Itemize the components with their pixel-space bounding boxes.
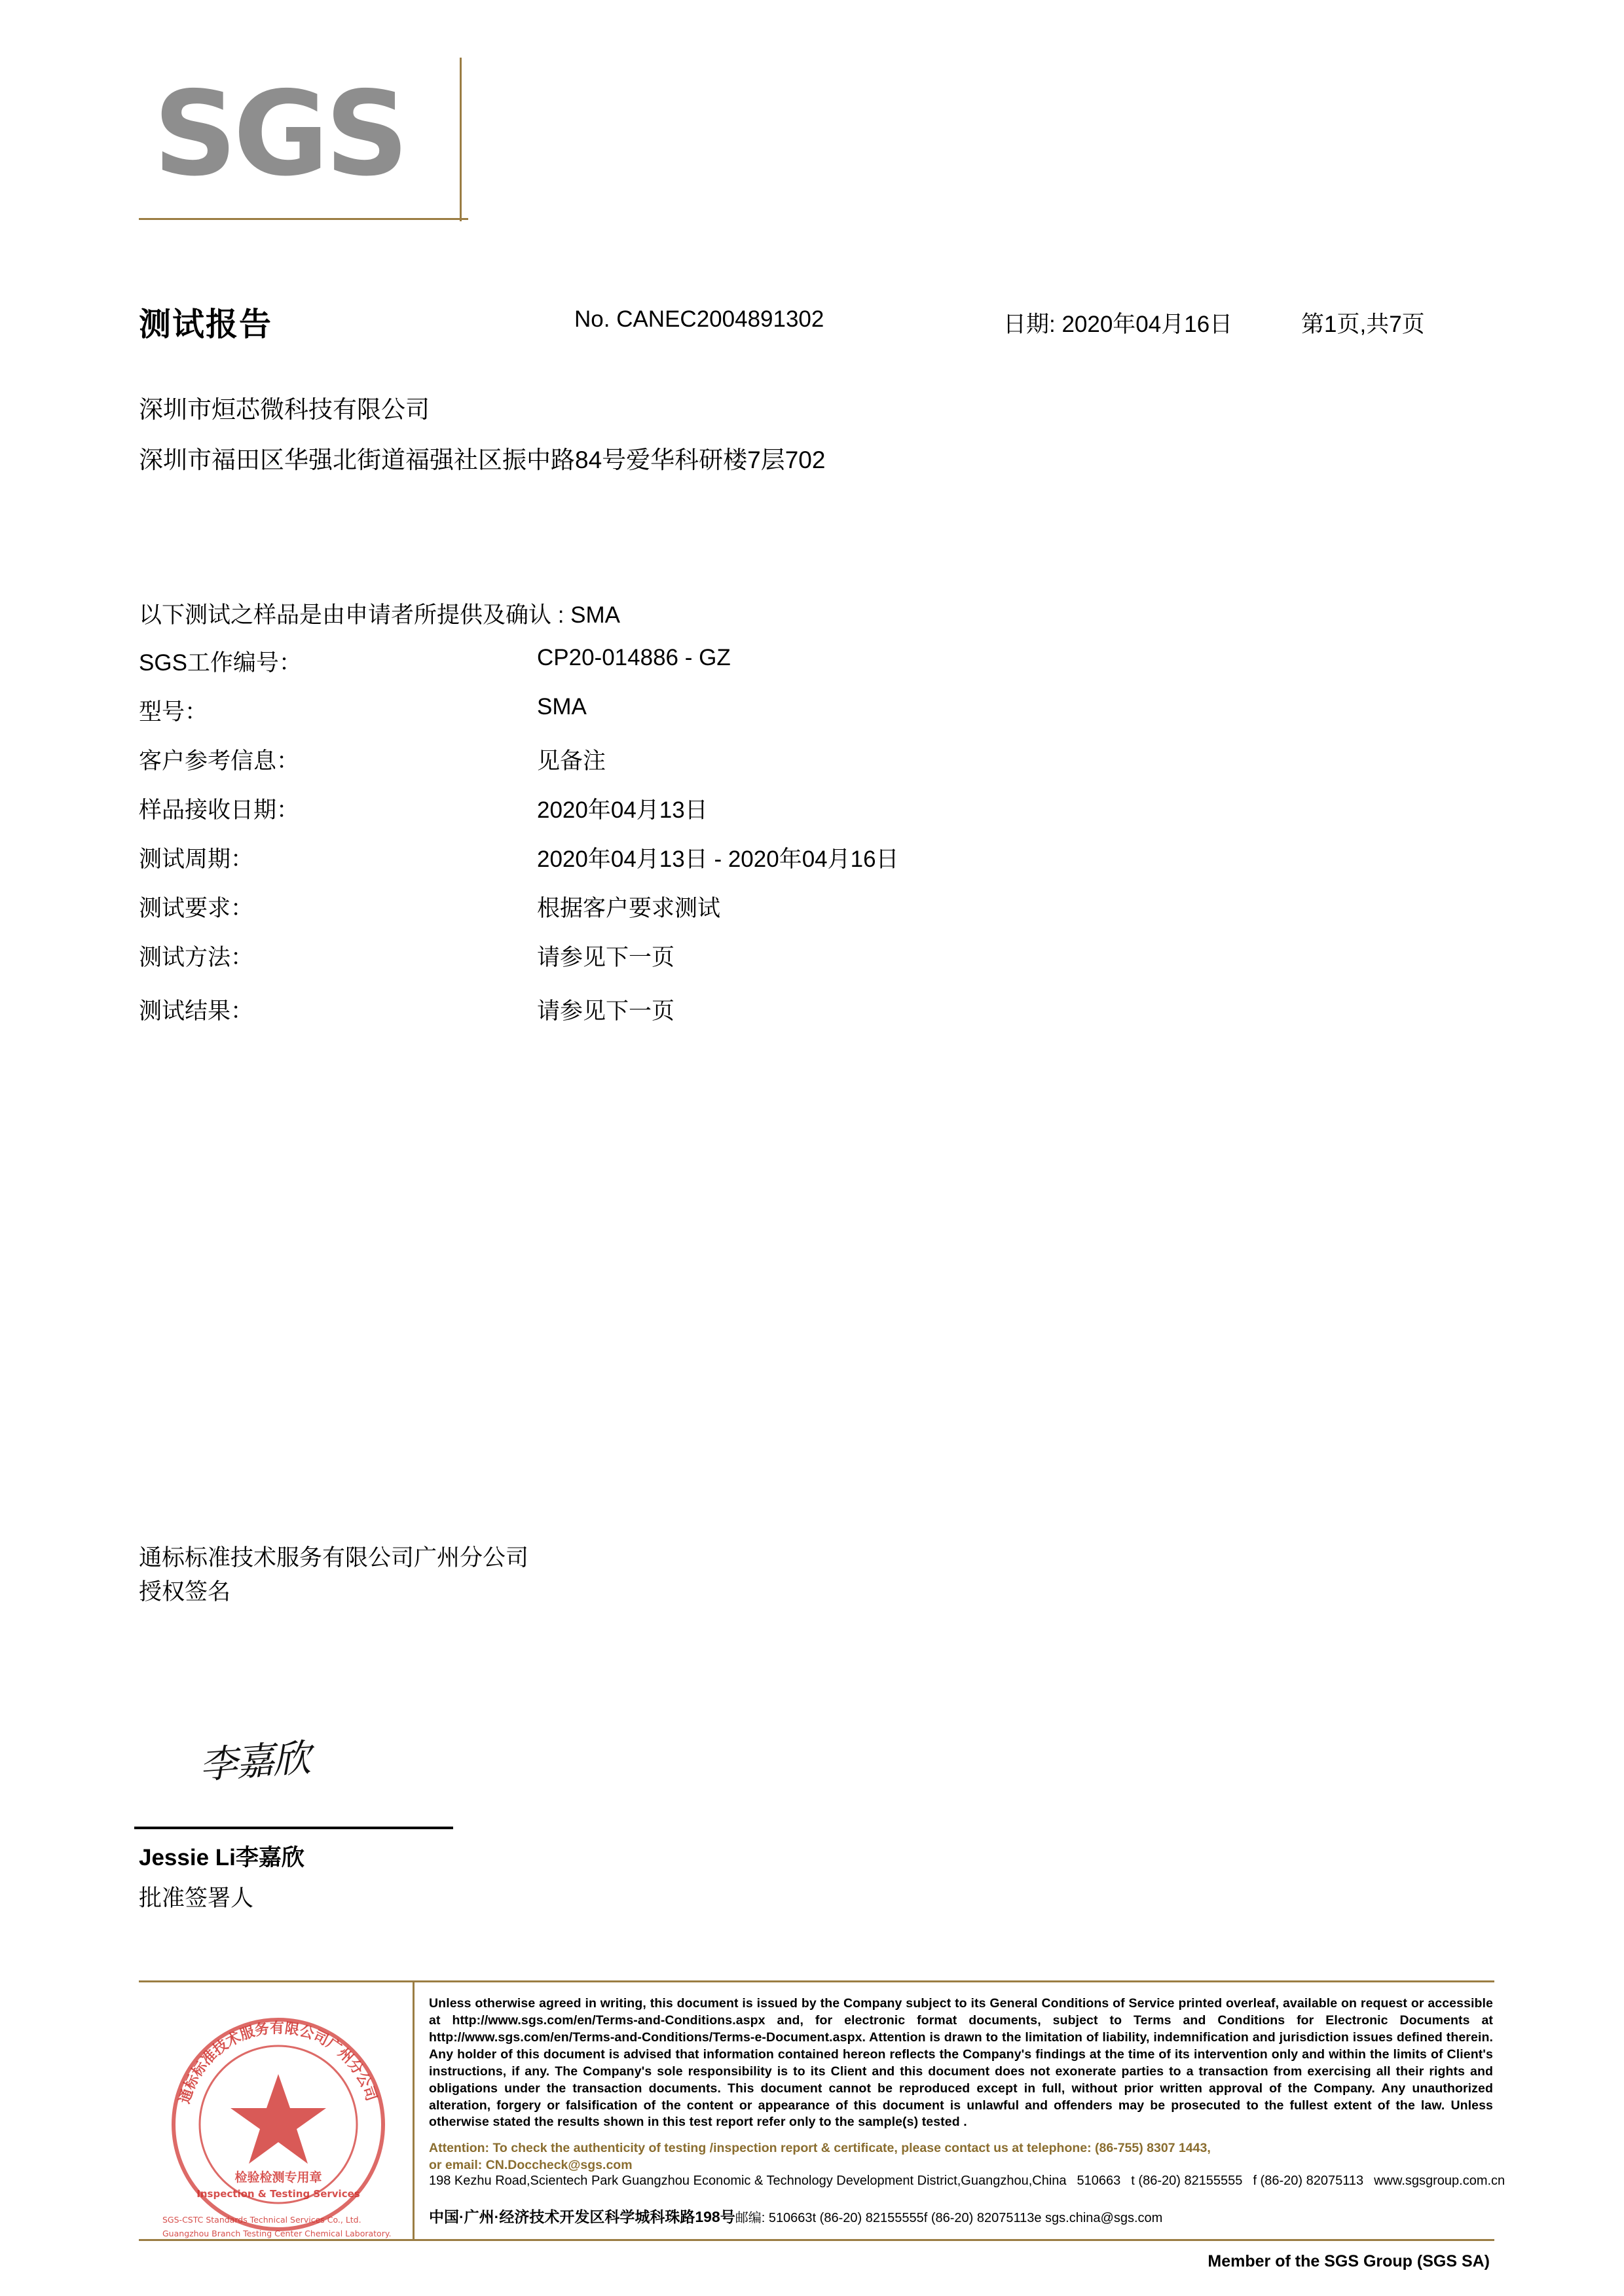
row-value: 根据客户要求测试 — [537, 896, 721, 921]
row-label: 测试结果： — [139, 998, 254, 1024]
footer-attention — [429, 2140, 1493, 2174]
footer-attention-line2: or email: CN.Doccheck@sgs.com — [429, 2158, 633, 2173]
client-name: 深圳市烜芯微科技有限公司 — [139, 396, 430, 423]
footer-vertical-rule — [413, 1980, 415, 2239]
footer-address-cn: 中国·广州·经济技术开发区科学城科珠路198号 — [429, 2208, 735, 2225]
sample-info-table — [139, 645, 1449, 1042]
footer-tel-cn: t (86-20) 82155555 — [812, 2211, 924, 2225]
sample-statement: 以下测试之样品是由申请者所提供及确认 : SMA — [139, 602, 621, 628]
signatory-name: Jessie Li李嘉欣 — [139, 1845, 304, 1870]
svg-text:Inspection & Testing Services: Inspection & Testing Services — [196, 2188, 360, 2200]
table-row — [139, 890, 1449, 939]
row-value: 2020年04月13日 — [537, 797, 708, 823]
authorized-signature-label: 授权签名 — [139, 1579, 231, 1605]
title-row — [139, 304, 1494, 344]
row-label: 测试周期： — [139, 847, 254, 872]
page-number: 第1页,共7页 — [1301, 312, 1425, 337]
row-label: 测试要求： — [139, 896, 254, 921]
logo-vertical-rule — [460, 58, 462, 221]
row-label: 样品接收日期： — [139, 797, 300, 823]
footer-member-line: Member of the SGS Group (SGS SA) — [1208, 2252, 1490, 2270]
footer-address-english-row — [429, 2174, 1505, 2189]
table-row — [139, 841, 1449, 890]
report-date: 日期: 2020年04月16日 — [1003, 312, 1233, 337]
footer-tel-en: t (86-20) 82155555 — [1131, 2174, 1243, 2188]
footer-postcode-en: 510663 — [1077, 2174, 1121, 2188]
row-label: 测试方法： — [139, 945, 254, 970]
table-row — [139, 939, 1449, 993]
table-row — [139, 743, 1449, 792]
sgs-logo — [139, 58, 466, 227]
row-value: CP20-014886 - GZ — [537, 645, 731, 670]
footer-email-cn: e sgs.china@sgs.com — [1034, 2211, 1163, 2225]
report-number: No. CANEC2004891302 — [574, 306, 824, 332]
company-stamp-icon — [157, 2003, 399, 2246]
footer-fax-en: f (86-20) 82075113 — [1253, 2174, 1364, 2188]
row-value: 见备注 — [537, 748, 606, 774]
row-label: SGS工作编号： — [139, 650, 302, 676]
row-value: 请参见下一页 — [537, 998, 675, 1024]
footer-attention-line1: Attention: To check the authenticity of testing /inspection report & certificate, please contact us at telephone: (86-755) 8307 1443, — [429, 2141, 1211, 2155]
footer-web: www.sgsgroup.com.cn — [1374, 2174, 1505, 2188]
table-row — [139, 993, 1449, 1042]
table-row — [139, 645, 1449, 694]
signature-line — [134, 1827, 453, 1829]
signatory-role: 批准签署人 — [139, 1886, 254, 1911]
row-value: 请参见下一页 — [537, 945, 675, 970]
signing-company: 通标标准技术服务有限公司广州分公司 — [139, 1545, 529, 1571]
client-address: 深圳市福田区华强北街道福强社区振中路84号爱华科研楼7层702 — [139, 446, 826, 473]
svg-text:SGS-CSTC Standards Technical S: SGS-CSTC Standards Technical Services Co., Ltd. — [162, 2215, 361, 2225]
footer-address-chinese-row — [429, 2205, 1493, 2227]
page-title: 测试报告 — [139, 307, 273, 342]
logo-text: SGS — [153, 66, 405, 202]
row-label: 型号： — [139, 699, 208, 725]
footer-legal-text: Unless otherwise agreed in writing, this document is issued by the Company subject to its General Conditions of Service printed overleaf, available on request or accessible at http://www.sgs.com/en/Terms-and-Conditions.aspx and, for electronic format documents, subject to Terms and Conditions for Electronic Documents at http://www.sgs.com/en/Terms-and-Conditions/Terms-e-Document.aspx. Attention is drawn to the limitation of liability, indemnification and jurisdiction issues defined therein. Any holder of this document is advised that information contained hereon reflects the Company's findings at the time of its intervention only and within the limits of Client's instructions, if any. The Company's sole responsibility is to its Client and this document does not exonerate parties to a transaction from exercising all their rights and obligations under the transaction documents. This document cannot be reproduced except in full, without prior written approval of the Company. Any unauthorized alteration, forgery or falsification of the content or appearance of this document is unlawful and offenders may be prosecuted to the fullest extent of the law. Unless otherwise stated the results shown in this test report refer only to the sample(s) tested . — [429, 1996, 1493, 2130]
handwritten-signature: 李嘉欣 — [198, 1735, 311, 1788]
logo-box — [139, 58, 466, 221]
row-value: SMA — [537, 694, 587, 720]
footer-top-rule — [139, 1980, 1494, 1982]
row-label: 客户参考信息： — [139, 748, 300, 774]
table-row — [139, 694, 1449, 743]
table-row — [139, 792, 1449, 841]
svg-text:通标标准技术服务有限公司广州分公司: 通标标准技术服务有限公司广州分公司 — [176, 2020, 380, 2106]
logo-horizontal-rule — [139, 218, 468, 220]
row-value: 2020年04月13日 - 2020年04月16日 — [537, 847, 899, 872]
svg-text:Guangzhou Branch Testing Cente: Guangzhou Branch Testing Center Chemical Laboratory. — [162, 2229, 392, 2238]
svg-text:检验检测专用章: 检验检测专用章 — [234, 2170, 322, 2185]
footer-postcode-cn: 邮编: 510663 — [735, 2211, 813, 2225]
footer-fax-cn: f (86-20) 82075113 — [923, 2211, 1035, 2225]
footer-address-en: 198 Kezhu Road,Scientech Park Guangzhou Economic & Technology Development District,Guangzhou,China — [429, 2174, 1067, 2188]
